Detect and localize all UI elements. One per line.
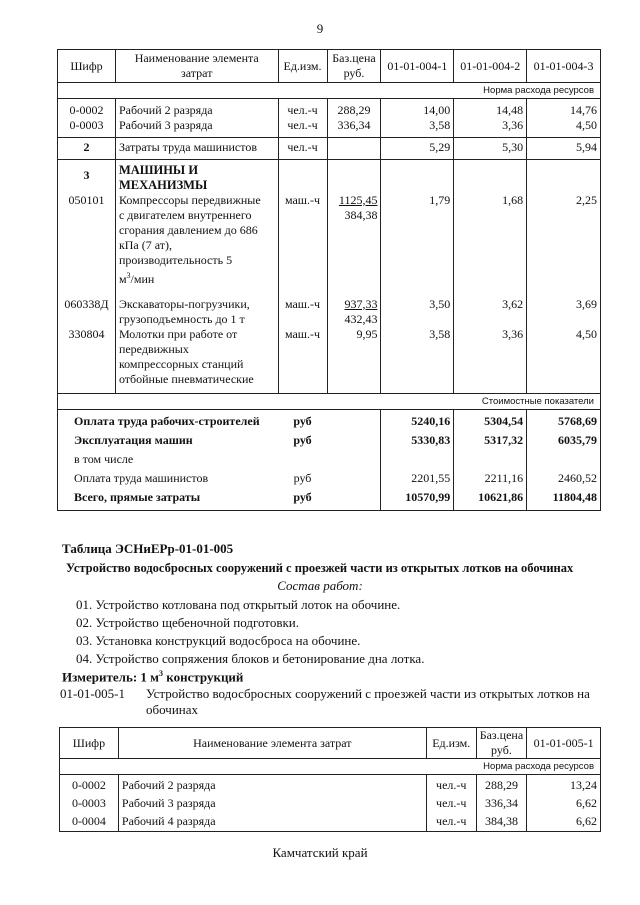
row-value-2: 3,62 bbox=[454, 297, 527, 327]
header-col-2: 01-01-004-2 bbox=[454, 50, 527, 83]
page-number: 9 bbox=[316, 21, 324, 36]
step-item: 01. Устройство котлована под открытый лоток на обочине. bbox=[76, 597, 401, 612]
row-name: Рабочий 3 разряда bbox=[115, 118, 278, 138]
row-code: 060338Д bbox=[58, 297, 116, 327]
table-row bbox=[58, 327, 601, 394]
table-row bbox=[60, 775, 601, 794]
header-col-1: 01-01-005-1 bbox=[527, 728, 601, 759]
row-value-1: 6,62 bbox=[527, 793, 601, 811]
cost-value-2: 5304,54 bbox=[454, 409, 527, 429]
section-row bbox=[58, 159, 601, 193]
cost-name: Эксплуатация машин bbox=[74, 432, 193, 447]
cost-value-1: 5330,83 bbox=[381, 429, 454, 448]
row-price: 336,34 bbox=[327, 118, 381, 138]
page-footer: Камчатский край bbox=[272, 845, 368, 860]
row-value-2: 5,30 bbox=[454, 137, 527, 159]
cost-value-1: 10570,99 bbox=[381, 486, 454, 511]
table-row bbox=[60, 811, 601, 832]
item-code: 01-01-005-1 bbox=[60, 686, 125, 701]
row-value-1: 3,50 bbox=[381, 297, 454, 327]
row-name: Молотки при работе от передвижных компрессорных станций отбойные пневматические bbox=[115, 327, 278, 394]
step-item: 02. Устройство щебеночной подготовки. bbox=[76, 615, 299, 630]
row-name: Рабочий 2 разряда bbox=[118, 775, 426, 794]
cost-value-3: 11804,48 bbox=[527, 486, 601, 511]
row-price: 384,38 bbox=[476, 811, 526, 832]
row-value-1: 13,24 bbox=[527, 775, 601, 794]
row-unit: чел.-ч bbox=[278, 118, 327, 138]
row-unit: чел.-ч bbox=[426, 793, 476, 811]
cost-label: Стоимостные показатели bbox=[58, 393, 601, 409]
row-value-2: 1,68 bbox=[454, 193, 527, 297]
row-value-1: 5,29 bbox=[381, 137, 454, 159]
row-price: 288,29 bbox=[476, 775, 526, 794]
cost-name: в том числе bbox=[74, 451, 134, 466]
row-code: 050101 bbox=[58, 193, 116, 297]
header-name: Наименование элемента затрат bbox=[118, 728, 426, 759]
row-code: 2 bbox=[58, 137, 116, 159]
row-value-2: 3,36 bbox=[454, 118, 527, 138]
header-name: Наименование элемента затрат bbox=[115, 50, 278, 83]
row-code: 0-0003 bbox=[58, 118, 116, 138]
row-unit: чел.-ч bbox=[278, 137, 327, 159]
table-row bbox=[58, 193, 601, 297]
row-code: 0-0003 bbox=[60, 793, 119, 811]
cost-value-1: 2201,55 bbox=[381, 467, 454, 486]
resource-table-01-01-005 bbox=[59, 727, 601, 832]
cost-value-3: 2460,52 bbox=[527, 467, 601, 486]
cost-row bbox=[58, 448, 601, 467]
row-unit: чел.-ч bbox=[426, 811, 476, 832]
row-code: 330804 bbox=[58, 327, 116, 394]
section-heading: Устройство водосбросных сооружений с проезжей части из открытых лотков на обочинах bbox=[66, 561, 574, 575]
cost-row bbox=[58, 409, 601, 429]
meter-label: Измеритель: 1 $м^3$ конструкций bbox=[62, 669, 244, 685]
row-value-1: 14,00 bbox=[381, 103, 454, 118]
row-unit: маш.-ч bbox=[278, 193, 327, 297]
row-name: Рабочий 2 разряда bbox=[115, 103, 278, 118]
cost-value-2: 10621,86 bbox=[454, 486, 527, 511]
row-unit: маш.-ч bbox=[278, 297, 327, 327]
row-price: 1125,45 384,38 bbox=[327, 193, 381, 297]
item-text: Устройство водосбросных сооружений с проезжей части из открытых лотков на bbox=[146, 686, 590, 701]
row-name: Рабочий 3 разряда bbox=[118, 793, 426, 811]
cost-value-1: 5240,16 bbox=[381, 409, 454, 429]
cost-unit: руб bbox=[293, 413, 312, 428]
step-item: 04. Устройство сопряжения блоков и бетонирование дна лотка. bbox=[76, 651, 425, 666]
cost-value-3: 6035,79 bbox=[527, 429, 601, 448]
row-value-1: 1,79 bbox=[381, 193, 454, 297]
row-value-3: 2,25 bbox=[527, 193, 601, 297]
row-price: 288,29 bbox=[327, 103, 381, 118]
table-title: Таблица ЭСНиЕРр-01-01-005 bbox=[62, 541, 234, 556]
step-item: 03. Установка конструкций водосброса на обочине. bbox=[76, 633, 361, 648]
cost-value-2: 5317,32 bbox=[454, 429, 527, 448]
row-name: Рабочий 4 разряда bbox=[118, 811, 426, 832]
row-value-1: 3,58 bbox=[381, 118, 454, 138]
row-value-3: 14,76 bbox=[527, 103, 601, 118]
row-unit: чел.-ч bbox=[278, 103, 327, 118]
row-unit: маш.-ч bbox=[278, 327, 327, 394]
header-code: Шифр bbox=[60, 728, 119, 759]
row-price: 336,34 bbox=[476, 793, 526, 811]
row-value-2: 14,48 bbox=[454, 103, 527, 118]
header-price: Баз.цена руб. bbox=[476, 728, 526, 759]
row-value-1: 6,62 bbox=[527, 811, 601, 832]
header-code: Шифр bbox=[58, 50, 116, 83]
row-value-3: 4,50 bbox=[527, 118, 601, 138]
table-row bbox=[58, 103, 601, 118]
header-unit: Ед.изм. bbox=[278, 50, 327, 83]
table-row bbox=[58, 118, 601, 138]
resource-table-01-01-004 bbox=[57, 49, 601, 511]
cost-row bbox=[58, 486, 601, 511]
norm-label: Норма расхода ресурсов bbox=[60, 759, 601, 775]
table-row bbox=[58, 137, 601, 159]
row-code: 0-0002 bbox=[58, 103, 116, 118]
composition-label: Состав работ: bbox=[277, 578, 363, 593]
row-value-3: 3,69 bbox=[527, 297, 601, 327]
row-name: Компрессоры передвижные с двигателем внутреннего сгорания давлением до 686 кПа (7 ат), производительность 5 $м^3$/мин bbox=[115, 193, 278, 297]
cost-value-2: 2211,16 bbox=[454, 467, 527, 486]
item-text-cont: обочинах bbox=[146, 702, 198, 717]
row-price: 9,95 bbox=[327, 327, 381, 394]
cost-value-3: 5768,69 bbox=[527, 409, 601, 429]
cost-unit: руб bbox=[293, 489, 312, 504]
row-name: Затраты труда машинистов bbox=[115, 137, 278, 159]
row-code: 0-0004 bbox=[60, 811, 119, 832]
section-title: МАШИНЫ И МЕХАНИЗМЫ bbox=[115, 159, 278, 193]
cost-name: Оплата труда рабочих-строителей bbox=[74, 413, 260, 428]
row-value-3: 5,94 bbox=[527, 137, 601, 159]
header-unit: Ед.изм. bbox=[426, 728, 476, 759]
cost-unit: руб bbox=[293, 470, 312, 485]
row-value-3: 4,50 bbox=[527, 327, 601, 394]
section-code: 3 bbox=[58, 159, 116, 193]
row-price: 937,33 432,43 bbox=[327, 297, 381, 327]
cost-row bbox=[58, 467, 601, 486]
table-row bbox=[60, 793, 601, 811]
cost-name: Оплата труда машинистов bbox=[74, 470, 209, 485]
header-price: Баз.цена руб. bbox=[327, 50, 381, 83]
cost-unit: руб bbox=[293, 432, 312, 447]
row-value-2: 3,36 bbox=[454, 327, 527, 394]
row-code: 0-0002 bbox=[60, 775, 119, 794]
row-name: Экскаваторы-погрузчики, грузоподъемность до 1 т bbox=[115, 297, 278, 327]
cost-row bbox=[58, 429, 601, 448]
row-value-1: 3,58 bbox=[381, 327, 454, 394]
row-unit: чел.-ч bbox=[426, 775, 476, 794]
header-col-1: 01-01-004-1 bbox=[381, 50, 454, 83]
header-col-3: 01-01-004-3 bbox=[527, 50, 601, 83]
norm-label: Норма расхода ресурсов bbox=[58, 83, 601, 99]
table-row bbox=[58, 297, 601, 327]
cost-name: Всего, прямые затраты bbox=[74, 489, 201, 504]
